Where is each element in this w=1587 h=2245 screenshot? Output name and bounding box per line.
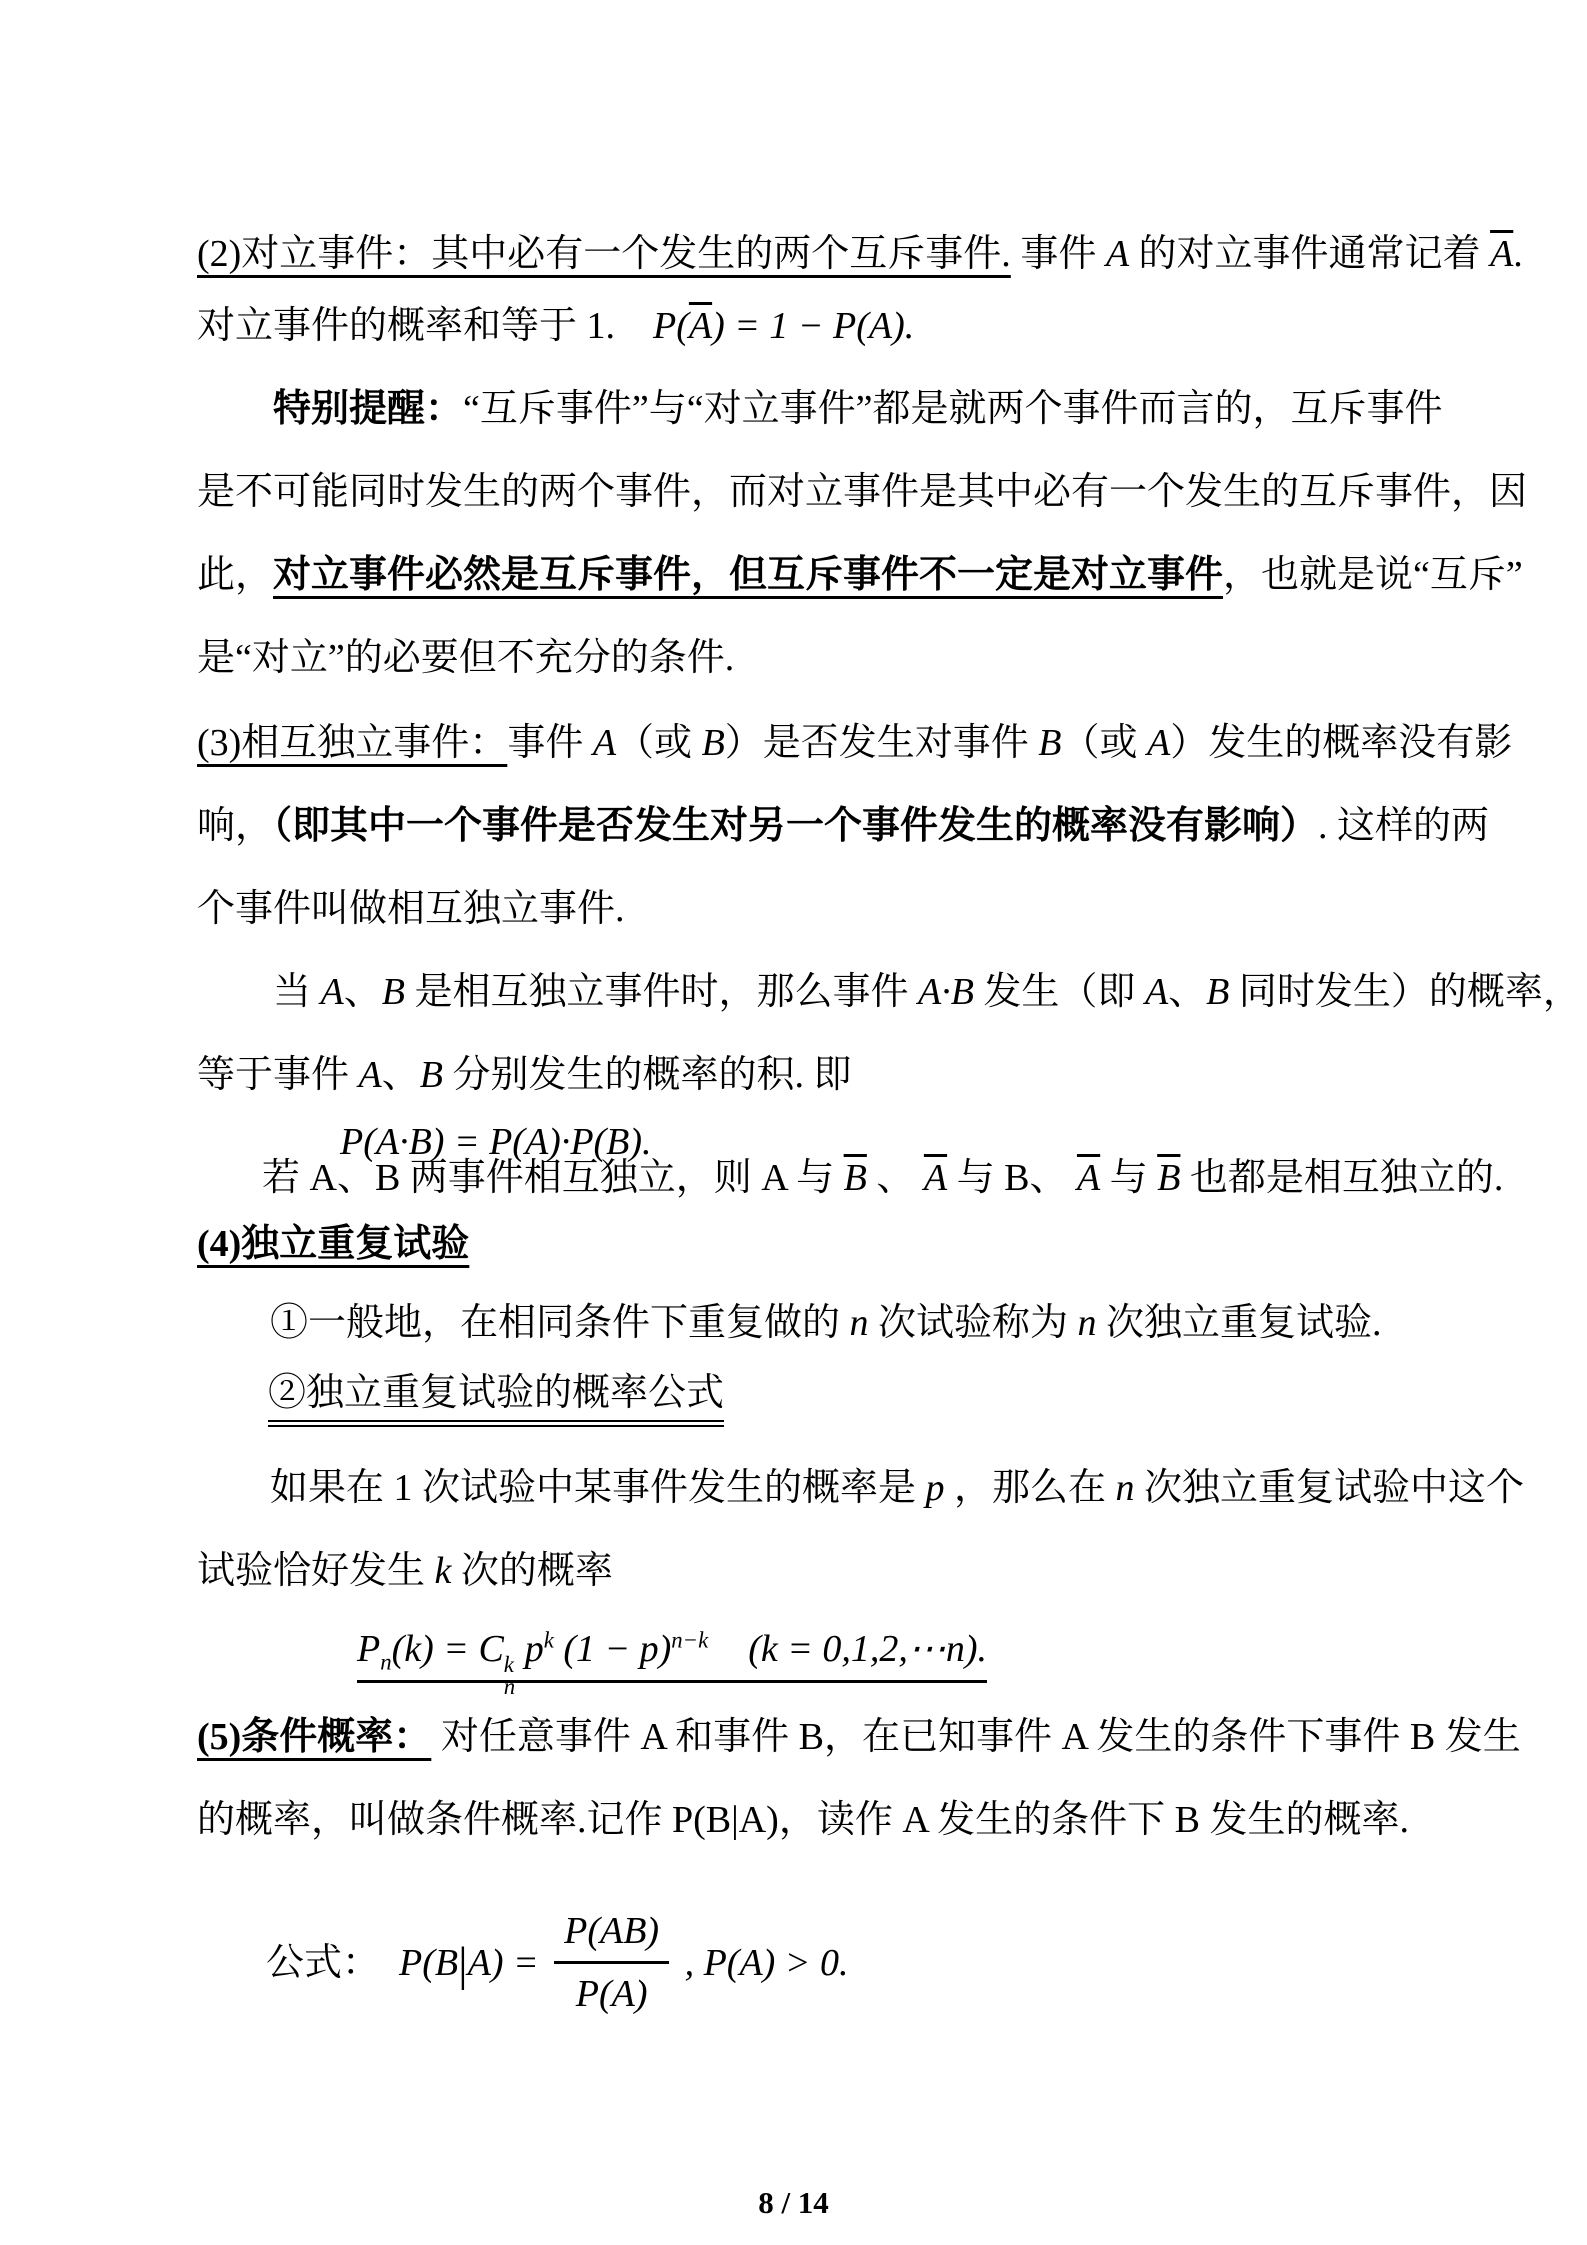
math-var-A: A	[1144, 971, 1169, 1013]
text: ）是否发生对事件	[724, 722, 1039, 764]
math-denominator: P(A)	[575, 1973, 648, 2015]
para-repeated-trials-item1	[270, 1297, 1382, 1349]
underlined-definition-opposite-events: (2)对立事件：其中必有一个发生的两个互斥事件.	[197, 233, 1011, 275]
text: ）发生的概率没有影	[1170, 722, 1513, 764]
math-sup-k: k	[543, 1627, 554, 1652]
math-text: (1 − p)	[553, 1627, 672, 1670]
math-var-A: A	[868, 305, 893, 347]
text: 次独立重复试验中这个	[1134, 1467, 1525, 1509]
text: 若 A、B 两事件相互独立，则 A 与	[262, 1157, 844, 1199]
math-sup-k: k	[503, 1652, 514, 1678]
text: ，那么在	[944, 1467, 1116, 1509]
para-conditional-probability-line2	[197, 1794, 1409, 1846]
heading-probability-formula-item2	[268, 1367, 724, 1419]
text: 事件	[1010, 233, 1106, 275]
text: . 这样的两	[1318, 805, 1490, 847]
math-text: ) = 1 − P(	[712, 305, 869, 347]
para-special-reminder-line3	[197, 549, 1523, 601]
para-formula-intro-line2	[197, 1545, 613, 1597]
text: 试验恰好发生	[197, 1550, 435, 1592]
text: 是相互独立事件时，那么事件	[404, 971, 918, 1013]
math-sub-n: n	[503, 1673, 516, 1699]
math-var-B-bar: $\overline{B}$	[1157, 1157, 1181, 1199]
double-underlined-heading: ②独立重复试验的概率公式	[268, 1372, 724, 1427]
math-numerator: P(AB)	[554, 1905, 669, 1964]
math-var-k: k	[434, 1550, 452, 1592]
underlined-heading-independent-events: (3)相互独立事件：	[197, 722, 508, 764]
math-text: , P(A) > 0.	[675, 1941, 849, 1984]
formula-conditional-probability	[266, 1905, 848, 2020]
para-conditional-probability-line1	[197, 1711, 1521, 1763]
text: 是不可能同时发生的两个事件，而对立事件是其中必有一个发生的互斥事件，因	[197, 471, 1528, 513]
para-independent-events-line1	[197, 717, 1512, 769]
math-formula: P(A·B) = P(A)·P(B).	[340, 1121, 652, 1163]
para-special-reminder-line2	[197, 466, 1527, 518]
text: .	[1513, 233, 1523, 275]
text: 个事件叫做相互独立事件.	[197, 888, 625, 930]
text: 对任意事件 A 和事件 B，在已知事件 A 发生的条件下事件 B 发生	[431, 1716, 1521, 1758]
text: （或	[1061, 722, 1148, 764]
math-var-A: A	[592, 722, 617, 764]
text: 次的概率	[451, 1550, 613, 1592]
text: 对立事件的概率和等于 1.	[197, 305, 654, 347]
text: “互斥事件”与“对立事件”都是就两个事件而言的，互斥事件	[463, 388, 1443, 430]
text: 此，	[197, 554, 274, 596]
text: 、	[866, 1157, 924, 1199]
text: 事件	[507, 722, 593, 764]
text: 也都是相互独立的.	[1180, 1157, 1504, 1199]
math-var-A-bar: $\overline{A}$	[688, 305, 713, 347]
text: 、	[343, 971, 382, 1013]
math-var-B-bar: $\overline{B}$	[843, 1157, 867, 1199]
math-var-B: B	[701, 722, 725, 764]
text: 的对立事件通常记着	[1129, 233, 1491, 275]
math-var-A: A	[358, 1054, 382, 1096]
page-number: 8 / 14	[758, 2185, 829, 2220]
para-opposite-events-line2	[197, 300, 914, 352]
math-var-A-bar: $\overline{A}$	[923, 1157, 948, 1199]
para-special-reminder-line4	[197, 632, 734, 684]
math-text: P(	[653, 305, 689, 347]
math-conditional-bar: |	[458, 1938, 468, 1991]
math-P: P	[357, 1627, 381, 1670]
para-product-rule-line2	[197, 1049, 851, 1101]
math-binom-coefficient-indices	[504, 1654, 515, 1697]
math-expr-AB: A·B	[917, 971, 974, 1013]
math-var-A-bar: $\overline{A}$	[1076, 1157, 1101, 1199]
math-text: (k) = C	[391, 1627, 504, 1670]
text: 、	[1168, 971, 1207, 1013]
text: 的概率，叫做条件概率.记作 P(B|A)，读作 A 发生的条件下 B 发生的概率.	[197, 1799, 1410, 1841]
text: 分别发生的概率的积. 即	[442, 1054, 852, 1096]
underlined-formula	[357, 1627, 988, 1699]
math-var-A: A	[1147, 722, 1171, 764]
bold-parenthetical: （即其中一个事件是否发生对另一个事件发生的概率没有影响）	[273, 805, 1319, 847]
para-complement-independence	[262, 1152, 1503, 1204]
math-var-A: A	[320, 971, 344, 1013]
math-var-A-bar: $\overline{A}$	[1490, 233, 1514, 275]
bold-underlined-heading: (4)独立重复试验	[197, 1223, 470, 1265]
label-formula: 公式：	[266, 1941, 400, 1984]
formula-binomial-probability	[357, 1614, 987, 1697]
text: 与	[1100, 1157, 1158, 1199]
text: ①一般地，在相同条件下重复做的	[270, 1302, 850, 1344]
math-var-A: A	[1105, 233, 1130, 275]
text: 发生（即	[973, 971, 1145, 1013]
text: 与 B、	[947, 1157, 1077, 1199]
math-text: ).	[892, 305, 915, 347]
heading-repeated-trials	[197, 1218, 469, 1270]
math-var-p: p	[515, 1627, 544, 1670]
text: 次试验称为	[868, 1302, 1078, 1344]
math-var-B: B	[381, 971, 405, 1013]
para-special-reminder-line1	[273, 383, 1442, 435]
math-var-B: B	[1038, 722, 1062, 764]
math-var-p: p	[925, 1467, 945, 1509]
math-sub-n: n	[380, 1649, 392, 1675]
text: 当	[273, 971, 321, 1013]
text: 等于事件	[197, 1054, 359, 1096]
math-var-B: B	[419, 1054, 443, 1096]
text: ，也就是说“互斥”	[1223, 554, 1523, 596]
para-independent-events-line3	[197, 883, 625, 935]
math-fraction	[554, 1905, 669, 2020]
math-text: P(B	[399, 1941, 459, 1984]
math-text: A) =	[467, 1941, 549, 1984]
para-product-rule-line1	[273, 966, 1581, 1018]
text: 同时发生）的概率，	[1229, 971, 1581, 1013]
bold-underlined-heading-conditional: (5)条件概率：	[197, 1716, 432, 1758]
math-var-n: n	[1077, 1302, 1097, 1344]
para-formula-intro-line1	[270, 1462, 1524, 1514]
math-var-n: n	[1115, 1467, 1135, 1509]
text: 如果在 1 次试验中某事件发生的概率是	[270, 1467, 926, 1509]
text: 是“对立”的必要但不充分的条件.	[197, 637, 735, 679]
text: 、	[381, 1054, 420, 1096]
bold-label-special-reminder: 特别提醒：	[273, 388, 464, 430]
math-var-B: B	[1206, 971, 1230, 1013]
text: 响，	[197, 805, 274, 847]
math-domain-of-k: (k = 0,1,2,⋯n).	[748, 1627, 988, 1670]
text: 次独立重复试验.	[1096, 1302, 1382, 1344]
math-var-n: n	[849, 1302, 869, 1344]
math-sup-n-minus-k: n−k	[671, 1627, 709, 1652]
text: （或	[616, 722, 702, 764]
bold-underlined-emphasis: 对立事件必然是互斥事件，但互斥事件不一定是对立事件	[273, 554, 1224, 596]
para-opposite-events-line1	[197, 228, 1523, 280]
para-independent-events-line2	[197, 800, 1489, 852]
